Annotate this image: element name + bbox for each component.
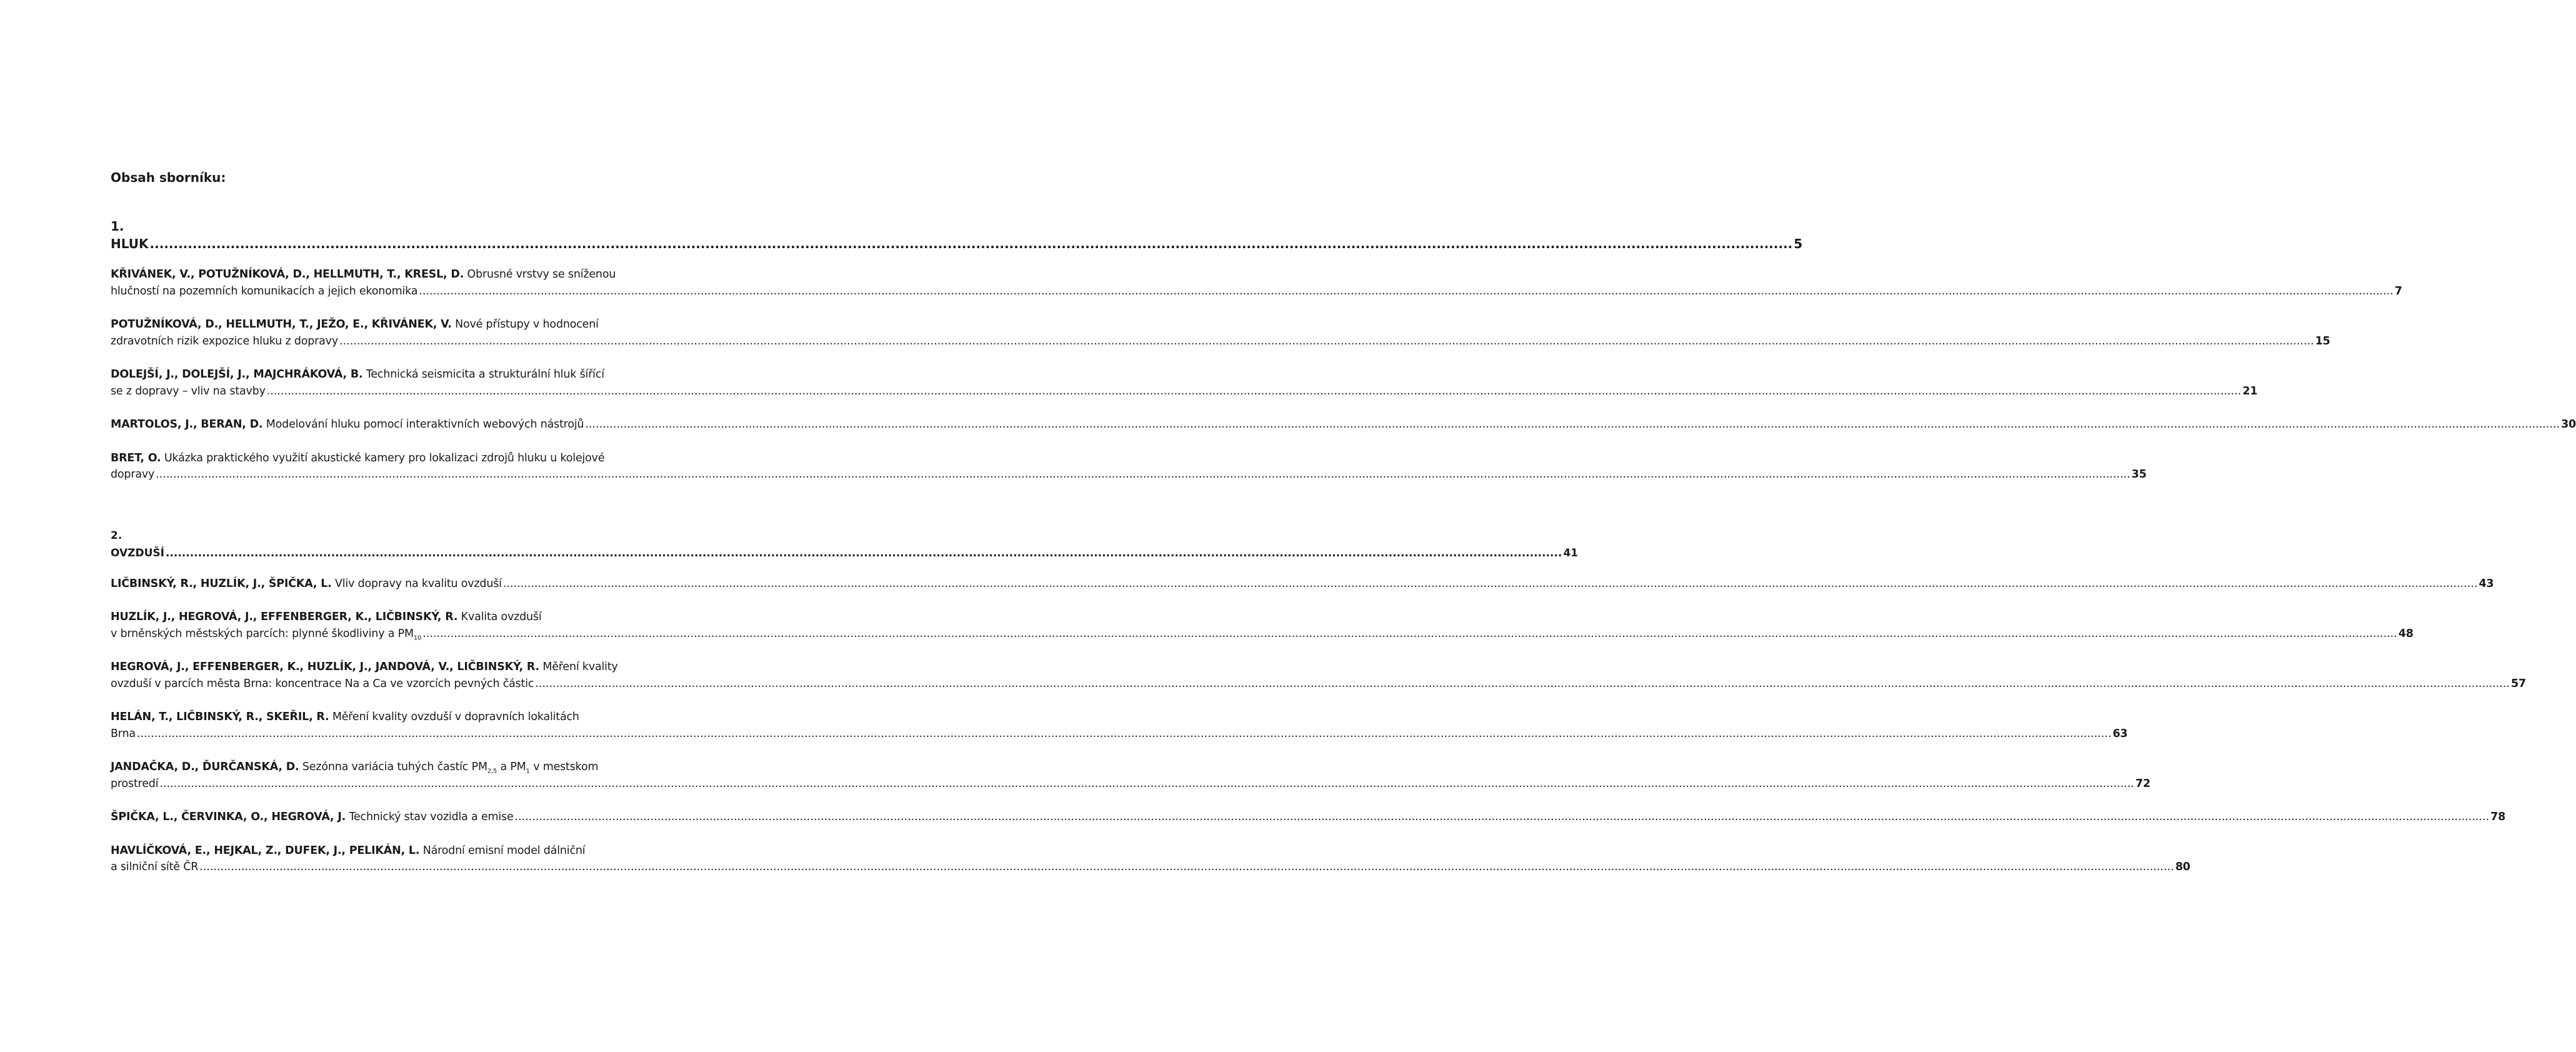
entry-title: Sezónna variácia tuhých častíc PM <box>302 761 487 773</box>
section-title: 1. HLUK <box>111 219 149 251</box>
entry-title: Obrusné vrstvy se sníženou <box>467 268 616 281</box>
entry-page-number: 48 <box>2398 627 2414 640</box>
subscript: 2,5 <box>487 768 497 775</box>
toc-entry <box>111 316 2330 349</box>
entry-page-number: 80 <box>2175 861 2190 873</box>
entry-title-continued: hlučností na pozemních komunikacích a jejich ekonomika <box>111 284 418 298</box>
toc-entry <box>111 450 2147 483</box>
entry-page-number: 35 <box>2131 468 2147 481</box>
entry-page-number: 30 <box>2561 418 2576 431</box>
entry-title-continued: zdravotních rizik expozice hluku z dopravy <box>111 334 338 348</box>
entry-title-continued: a silniční sítě ČR <box>111 861 199 873</box>
section-page-number: 5 <box>1794 236 1803 251</box>
entry-authors: MARTOLOS, J., BERAN, D. <box>111 418 263 431</box>
subscript: 10 <box>413 634 422 641</box>
entry-title: Kvalita ovzduší <box>461 611 542 623</box>
toc-entry <box>111 576 2494 593</box>
dot-leader <box>419 283 2394 300</box>
dot-leader <box>150 235 1793 253</box>
entry-authors: HAVLÍČKOVÁ, E., HEJKAL, Z., DUFEK, J., PELIKÁN, L. <box>111 844 420 857</box>
entry-page-number: 72 <box>2135 777 2150 790</box>
entry-page-number: 43 <box>2479 577 2494 590</box>
dot-leader <box>166 544 1562 562</box>
entry-authors: BRET, O. <box>111 451 161 464</box>
toc-entry <box>111 809 2506 826</box>
dot-leader <box>267 383 2242 400</box>
entry-authors: POTUŽNÍKOVÁ, D., HELLMUTH, T., JEŽO, E., KŘIVÁNEK, V. <box>111 318 452 331</box>
toc-entry <box>111 366 2258 399</box>
dot-leader <box>339 333 2314 350</box>
toc-entry <box>111 416 2576 433</box>
table-of-contents <box>111 169 2576 893</box>
entry-page-number: 15 <box>2315 334 2330 348</box>
entry-title: Nové přístupy v hodnocení <box>455 318 599 331</box>
entry-title: Technický stav vozidla a emise <box>349 811 514 823</box>
dot-leader <box>503 576 2478 593</box>
entry-title-continued: dopravy <box>111 468 155 481</box>
toc-entry <box>111 609 2414 642</box>
entry-authors: ŠPIČKA, L., ČERVINKA, O., HEGROVÁ, J. <box>111 811 346 823</box>
entry-authors: JANDAČKA, D., ĎURČANSKÁ, D. <box>111 761 299 773</box>
entry-title: Měření kvality ovzduší v dopravních lokalitách <box>332 711 579 723</box>
entry-title: a PM <box>497 761 526 773</box>
entry-title-continued: Brna <box>111 727 136 740</box>
entry-title: v mestskom <box>529 761 599 773</box>
dot-leader <box>585 416 2560 433</box>
toc-heading: Obsah sborníku: <box>111 170 226 185</box>
entry-title: Technická seismicita a strukturální hluk šířící <box>366 368 604 381</box>
entry-page-number: 78 <box>2490 811 2506 823</box>
entry-page-number: 7 <box>2394 284 2402 298</box>
entry-title-continued: ovzduší v parcích města Brna: koncentrace Na a Ca ve vzorcích pevných částic <box>111 677 534 690</box>
entry-title-continued: v brněnských městských parcích: plynné škodliviny a PM <box>111 627 414 640</box>
entry-title: Měření kvality <box>542 661 618 673</box>
dot-leader <box>199 859 2174 876</box>
entry-page-number: 21 <box>2242 384 2258 398</box>
entry-authors: DOLEJŠÍ, J., DOLEJŠÍ, J., MAJCHRÁKOVÁ, B. <box>111 368 363 381</box>
dot-leader <box>159 776 2134 793</box>
toc-entry <box>111 266 2402 299</box>
dot-leader <box>156 466 2130 483</box>
entry-title: Vliv dopravy na kvalitu ovzduší <box>335 577 502 590</box>
entry-title: Ukázka praktického využití akustické kamery pro lokalizaci zdrojů hluku u kolejové <box>164 451 605 464</box>
toc-entry <box>111 709 2128 742</box>
toc-entry <box>111 843 2190 876</box>
entry-title-continued: se z dopravy – vliv na stavby <box>111 384 266 398</box>
entry-title: Národní emisní model dálniční <box>422 844 586 857</box>
section-page-number: 41 <box>1563 546 1579 559</box>
entry-page-number: 57 <box>2510 677 2526 690</box>
section-title: 2. OVZDUŠÍ <box>111 529 164 559</box>
entry-title-continued: prostredí <box>111 777 159 790</box>
entry-authors: LIČBINSKÝ, R., HUZLÍK, J., ŠPIČKA, L. <box>111 577 332 590</box>
toc-entry <box>111 659 2526 692</box>
entry-authors: HEGROVÁ, J., EFFENBERGER, K., HUZLÍK, J., JANDOVÁ, V., LIČBINSKÝ, R. <box>111 661 539 673</box>
subscript: 1 <box>526 768 530 775</box>
entry-authors: HELÁN, T., LIČBINSKÝ, R., SKEŘIL, R. <box>111 711 329 723</box>
section-hluk <box>111 218 1803 253</box>
section-ovzdusi <box>111 527 1579 562</box>
entry-page-number: 63 <box>2112 727 2128 740</box>
dot-leader <box>137 726 2112 743</box>
dot-leader <box>515 809 2490 826</box>
toc-entry <box>111 759 2150 792</box>
dot-leader <box>422 626 2397 643</box>
entry-authors: KŘIVÁNEK, V., POTUŽNÍKOVÁ, D., HELLMUTH, T., KRESL, D. <box>111 268 464 281</box>
entry-title: Modelování hluku pomocí interaktivních webových nástrojů <box>266 418 584 431</box>
dot-leader <box>535 676 2510 693</box>
entry-authors: HUZLÍK, J., HEGROVÁ, J., EFFENBERGER, K., LIČBINSKÝ, R. <box>111 611 458 623</box>
